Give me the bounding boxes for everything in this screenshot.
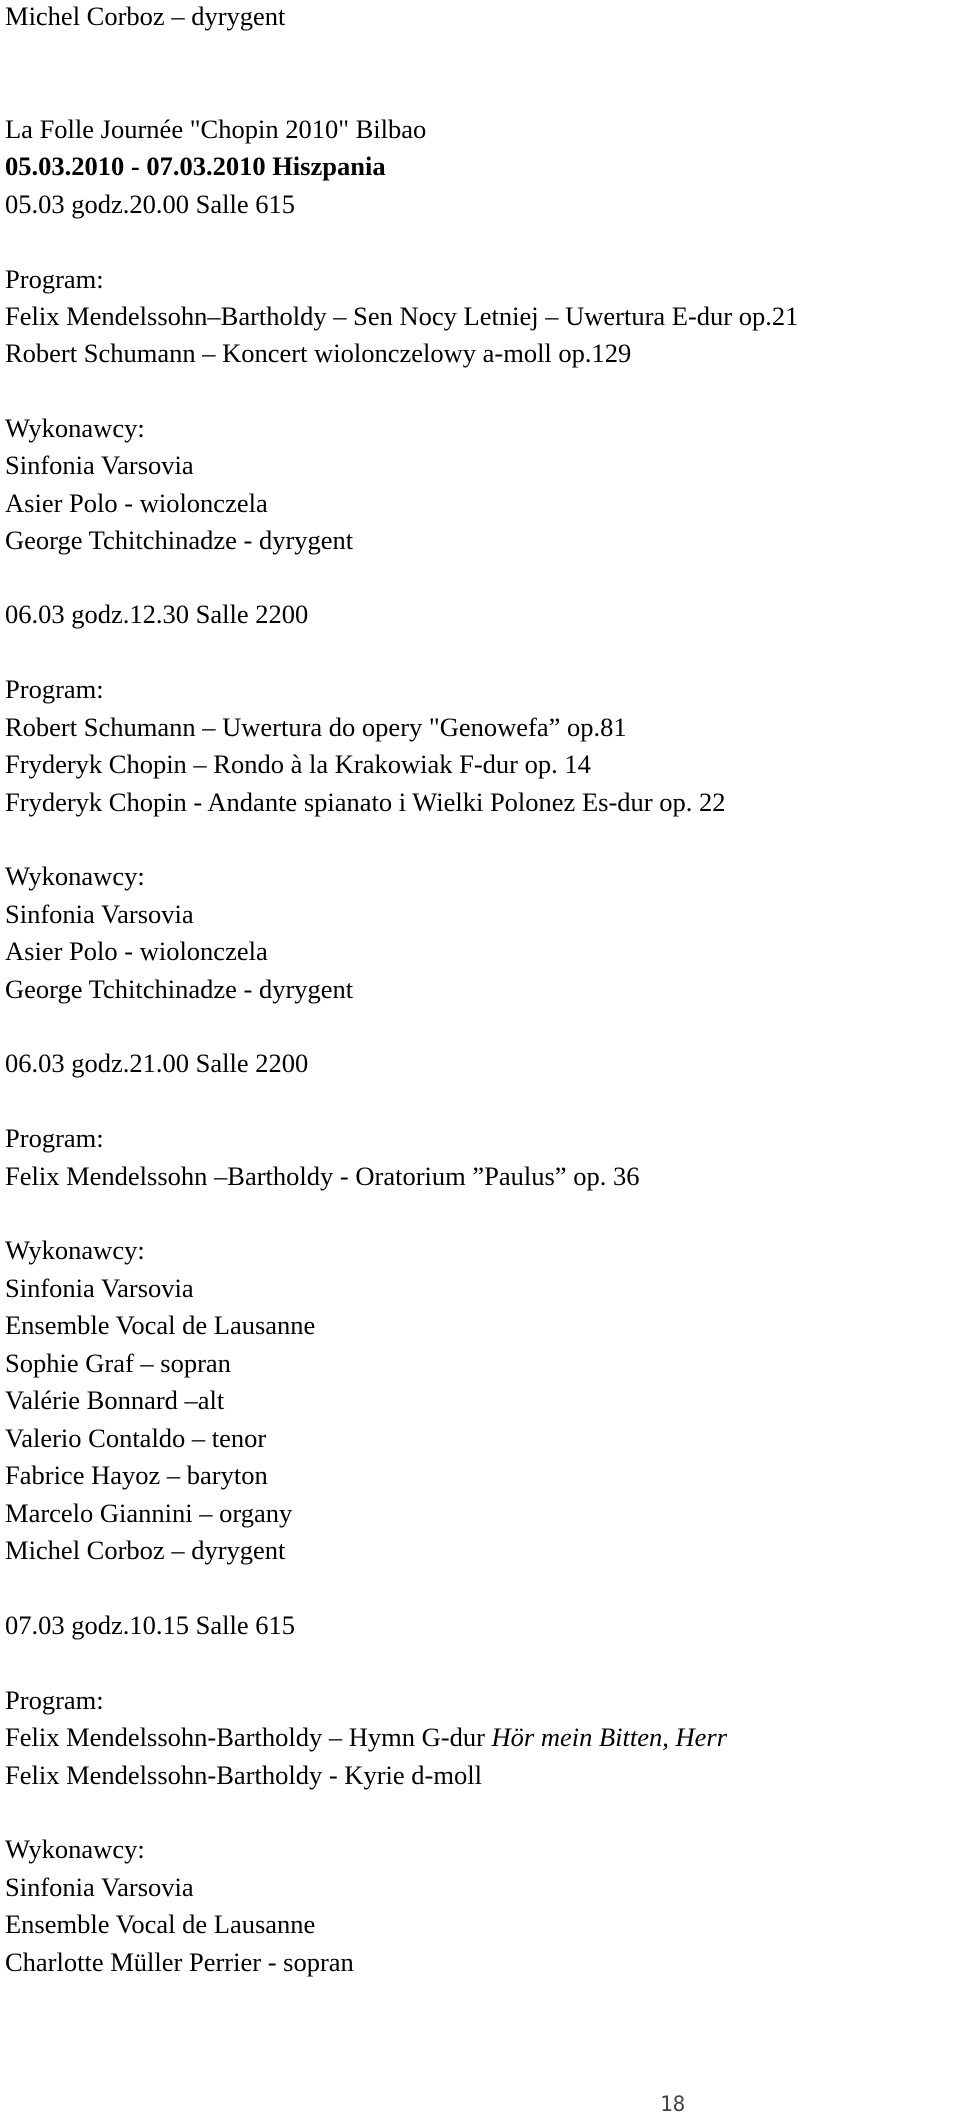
festival-dates: 05.03.2010 - 07.03.2010 Hiszpania bbox=[5, 151, 386, 181]
concert-4-program-item-text: Felix Mendelssohn-Bartholdy – Hymn G-dur bbox=[5, 1722, 492, 1752]
concert-1-program-item: Felix Mendelssohn–Bartholdy – Sen Nocy Letniej – Uwertura E-dur op.21 bbox=[5, 301, 799, 331]
concert-3-performer: Sophie Graf – sopran bbox=[5, 1348, 231, 1378]
concert-3-program-label: Program: bbox=[5, 1123, 104, 1153]
concert-4-performer: Charlotte Müller Perrier - sopran bbox=[5, 1947, 354, 1977]
concert-4-performer: Ensemble Vocal de Lausanne bbox=[5, 1909, 316, 1939]
concert-4-work-title: Hör mein Bitten, Herr bbox=[491, 1722, 728, 1752]
concert-2-performer: George Tchitchinadze - dyrygent bbox=[5, 974, 354, 1004]
concert-2-performer: Sinfonia Varsovia bbox=[5, 899, 194, 929]
concert-2-program-item: Fryderyk Chopin – Rondo à la Krakowiak F-dur op. 14 bbox=[5, 749, 591, 779]
concert-3-program-item: Felix Mendelssohn –Bartholdy - Oratorium ”Paulus” op. 36 bbox=[5, 1161, 640, 1191]
concert-2-time: 06.03 godz.12.30 Salle 2200 bbox=[5, 599, 309, 629]
concert-2-performer: Asier Polo - wiolonczela bbox=[5, 936, 268, 966]
concert-3-performer: Ensemble Vocal de Lausanne bbox=[5, 1310, 316, 1340]
concert-4-program-item bbox=[5, 1721, 727, 1753]
concert-3-performer: Valérie Bonnard –alt bbox=[5, 1385, 225, 1415]
festival-title: La Folle Journée "Chopin 2010" Bilbao bbox=[5, 114, 427, 144]
concert-3-performer: Valerio Contaldo – tenor bbox=[5, 1423, 267, 1453]
concert-3-time: 06.03 godz.21.00 Salle 2200 bbox=[5, 1048, 309, 1078]
concert-1-performer: George Tchitchinadze - dyrygent bbox=[5, 525, 354, 555]
concert-3-performer: Sinfonia Varsovia bbox=[5, 1273, 194, 1303]
concert-4-performers-label: Wykonawcy: bbox=[5, 1834, 145, 1864]
concert-1-program-item: Robert Schumann – Koncert wiolonczelowy a-moll op.129 bbox=[5, 338, 632, 368]
concert-3-performer: Michel Corboz – dyrygent bbox=[5, 1535, 286, 1565]
concert-2-performers-label: Wykonawcy: bbox=[5, 861, 145, 891]
concert-1-program-label: Program: bbox=[5, 264, 104, 294]
concert-3-performer: Marcelo Giannini – organy bbox=[5, 1498, 293, 1528]
concert-4-program-item: Felix Mendelssohn-Bartholdy - Kyrie d-moll bbox=[5, 1760, 482, 1790]
concert-2-program-item: Fryderyk Chopin - Andante spianato i Wielki Polonez Es-dur op. 22 bbox=[5, 787, 726, 817]
top-conductor-line: Michel Corboz – dyrygent bbox=[5, 1, 286, 31]
concert-3-performer: Fabrice Hayoz – baryton bbox=[5, 1460, 268, 1490]
concert-2-program-item: Robert Schumann – Uwertura do opery "Genowefa” op.81 bbox=[5, 712, 627, 742]
concert-1-performer: Asier Polo - wiolonczela bbox=[5, 488, 268, 518]
concert-1-time: 05.03 godz.20.00 Salle 615 bbox=[5, 189, 295, 219]
concert-2-program-label: Program: bbox=[5, 674, 104, 704]
concert-1-performers-label: Wykonawcy: bbox=[5, 413, 145, 443]
concert-1-performer: Sinfonia Varsovia bbox=[5, 450, 194, 480]
page-number: 18 bbox=[660, 2092, 686, 2116]
concert-4-performer: Sinfonia Varsovia bbox=[5, 1872, 194, 1902]
concert-3-performers-label: Wykonawcy: bbox=[5, 1235, 145, 1265]
concert-4-program-label: Program: bbox=[5, 1685, 104, 1715]
concert-4-time: 07.03 godz.10.15 Salle 615 bbox=[5, 1610, 295, 1640]
